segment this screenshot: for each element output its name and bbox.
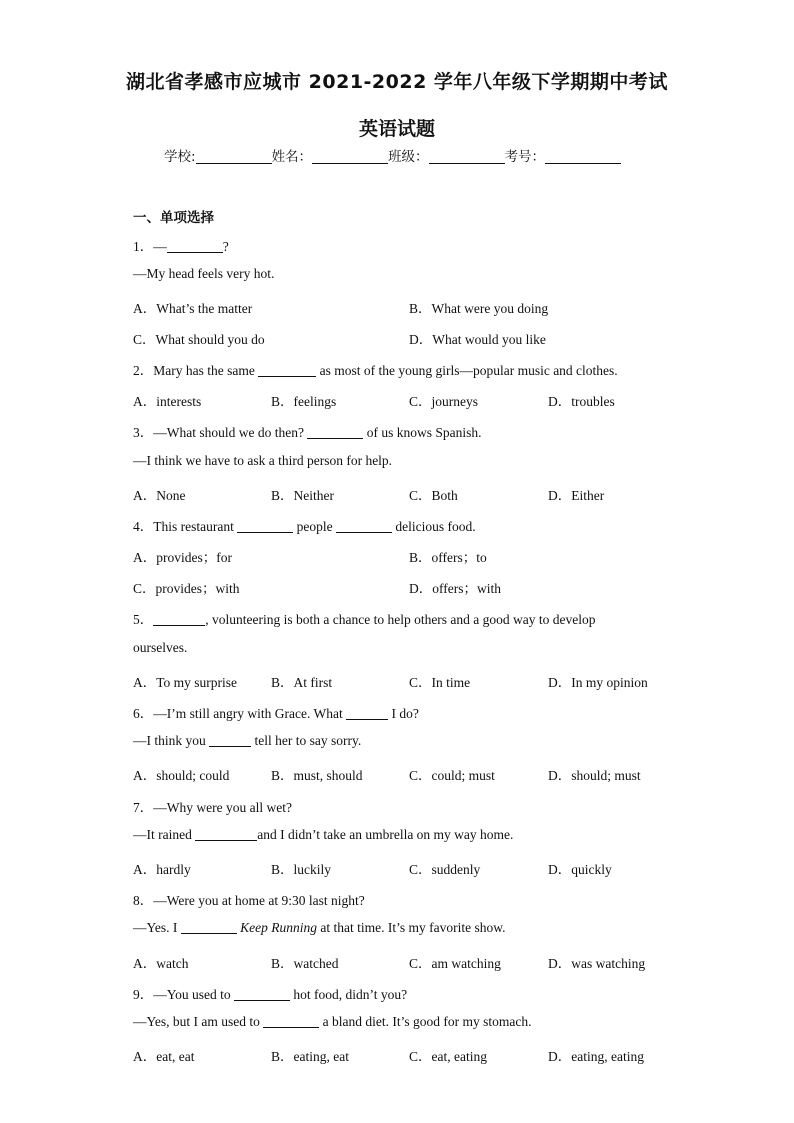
question-1-reply: —My head feels very hot.: [133, 266, 275, 281]
q7-option-b: B．luckily: [271, 862, 331, 877]
q6-option-d: D．should; must: [548, 768, 641, 783]
question-8: 8．—Were you at home at 9:30 last night?: [133, 893, 365, 908]
answer-blank: [153, 612, 205, 626]
q1-option-c: C．What should you do: [133, 332, 265, 347]
q7-option-d: D．quickly: [548, 862, 612, 877]
q5-option-a: A．To my surprise: [133, 675, 238, 690]
q8-option-a: A．watch: [133, 956, 189, 971]
school-blank: [196, 149, 272, 164]
q3-option-b: B．Neither: [271, 488, 334, 503]
q4-option-c: C．provides；with: [133, 581, 240, 596]
name-blank: [312, 149, 388, 164]
question-2: 2．Mary has the same as most of the young girls—popular music and clothes.: [133, 363, 618, 378]
answer-blank: [167, 239, 223, 253]
q5-option-c: C．In time: [409, 675, 471, 690]
question-8-reply: —Yes. I Keep Running at that time. It’s my favorite show.: [133, 920, 506, 935]
answer-blank: [234, 987, 290, 1001]
q2-option-d: D．troubles: [548, 394, 615, 409]
question-6-reply: —I think you tell her to say sorry.: [133, 733, 362, 748]
section-title: 一、单项选择: [133, 210, 214, 226]
q7-option-c: C．suddenly: [409, 862, 481, 877]
name-label: 姓名：: [271, 149, 313, 165]
class-label: 班级：: [388, 149, 429, 165]
q3-option-c: C．Both: [409, 488, 458, 503]
q2-option-b: B．feelings: [271, 394, 337, 409]
answer-blank: [307, 425, 363, 439]
q1-option-b: B．What were you doing: [409, 301, 549, 316]
q4-option-a: A．provides；for: [133, 550, 232, 565]
exam-subtitle: 英语试题: [358, 118, 435, 140]
q6-option-a: A．should; could: [133, 768, 230, 783]
q1-option-d: D．What would you like: [409, 332, 546, 347]
answer-blank: [195, 827, 257, 841]
q8-option-d: D．was watching: [548, 956, 646, 971]
answer-blank: [263, 1014, 319, 1028]
q8-option-c: C．am watching: [409, 956, 501, 971]
question-6: 6．—I’m still angry with Grace. What I do?: [133, 706, 419, 721]
q7-option-a: A．hardly: [133, 862, 191, 877]
question-9-reply: —Yes, but I am used to a bland diet. It’s good for my stomach.: [133, 1014, 532, 1029]
q5-option-b: B．At first: [271, 675, 333, 690]
question-3: 3．—What should we do then? of us knows Spanish.: [133, 425, 482, 440]
question-1: 1．— ?: [133, 239, 229, 254]
answer-blank: [209, 733, 251, 747]
answer-blank: [237, 519, 293, 533]
class-blank: [429, 149, 505, 164]
question-5: 5． , volunteering is both a chance to help others and a good way to develop: [133, 612, 596, 627]
q4-option-b: B．offers；to: [409, 550, 487, 565]
q2-option-c: C．journeys: [409, 394, 478, 409]
q9-option-a: A．eat, eat: [133, 1049, 195, 1064]
q1-option-a: A．What’s the matter: [133, 301, 253, 316]
q9-option-c: C．eat, eating: [409, 1049, 487, 1064]
q9-option-b: B．eating, eat: [271, 1049, 349, 1064]
question-7-reply: —It rained and I didn’t take an umbrella on my way home.: [133, 827, 514, 842]
question-9: 9．—You used to hot food, didn’t you?: [133, 987, 408, 1002]
q4-option-d: D．offers；with: [409, 581, 501, 596]
question-3-reply: —I think we have to ask a third person for help.: [133, 453, 393, 468]
q3-option-a: A．None: [133, 488, 186, 503]
number-blank: [545, 149, 621, 164]
question-7: 7．—Why were you all wet?: [133, 800, 292, 815]
q6-option-b: B．must, should: [271, 768, 363, 783]
q6-option-c: C．could; must: [409, 768, 495, 783]
answer-blank: [346, 706, 388, 720]
exam-title: 湖北省孝感市应城市 2021-2022 学年八年级下学期期中考试: [126, 71, 668, 93]
answer-blank: [181, 920, 237, 934]
student-info-line: [164, 145, 621, 165]
q2-option-a: A．interests: [133, 394, 202, 409]
q5-option-d: D．In my opinion: [548, 675, 648, 690]
school-label: 学校:: [164, 149, 196, 165]
show-title: Keep Running: [240, 920, 318, 935]
q8-option-b: B．watched: [271, 956, 339, 971]
number-label: 考号：: [504, 149, 546, 165]
answer-blank: [258, 363, 316, 377]
answer-blank: [336, 519, 392, 533]
q9-option-d: D．eating, eating: [548, 1049, 644, 1064]
question-5-continued: ourselves.: [133, 640, 188, 655]
q3-option-d: D．Either: [548, 488, 605, 503]
question-4: 4．This restaurant people delicious food.: [133, 519, 476, 534]
